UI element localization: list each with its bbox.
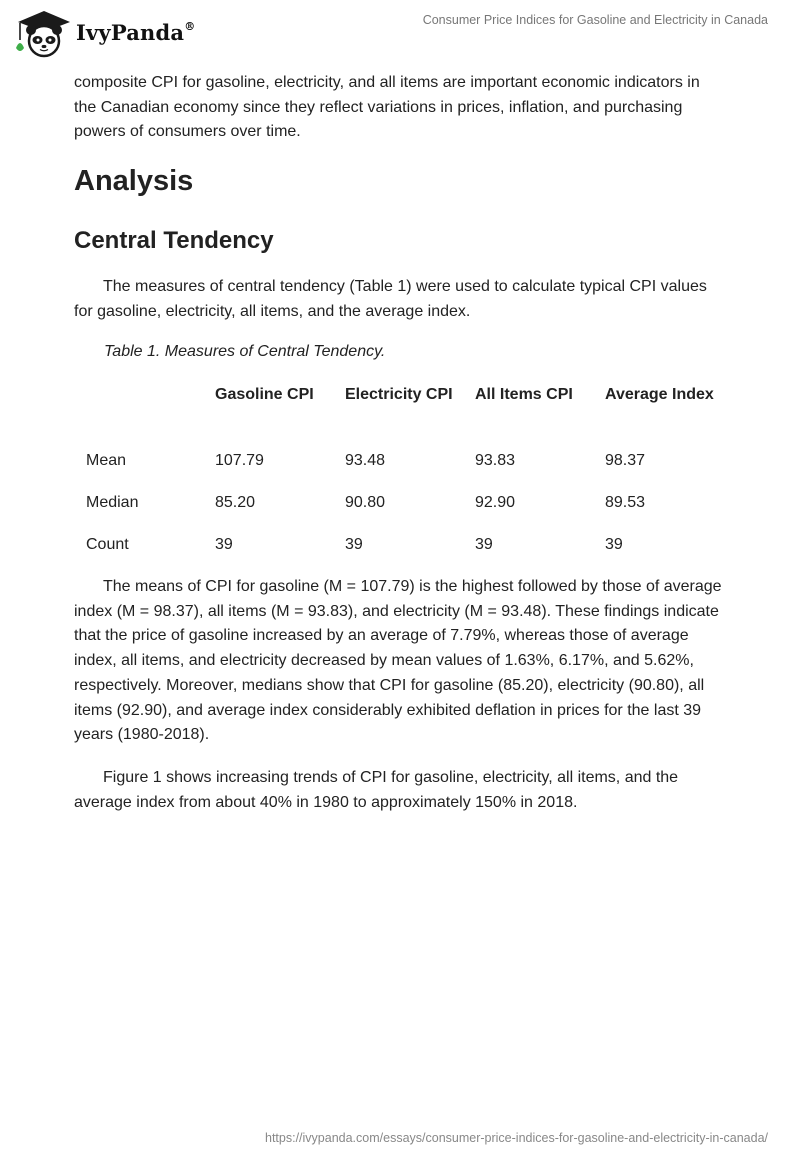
table-cell: 107.79 [215,452,264,469]
table-header-cell [74,383,215,449]
paragraph-central-tendency: The measures of central tendency (Table 1) were used to calculate typical CPI values for gasoline, electricity, all items, and the average index. [74,278,707,320]
table-cell: 39 [345,536,363,553]
document-title: Consumer Price Indices for Gasoline and Electricity in Canada [422,13,768,27]
table-cell: Median [86,494,139,511]
table-header-cell: Average Index [605,386,714,403]
table-header-row [74,383,715,449]
source-url-link[interactable]: https://ivypanda.com/essays/consumer-price-indices-for-gasoline-and-electricity-in-canada/ [265,1131,768,1145]
paragraph-figure-reference: Figure 1 shows increasing trends of CPI for gasoline, electricity, all items, and the average index from about 40% in 1980 to approximately 150% in 2018. [74,769,679,811]
central-tendency-table [74,383,715,575]
ivypanda-logo-icon [14,8,74,60]
paragraph-means-findings: The means of CPI for gasoline (M = 107.79) is the highest followed by those of average index (M = 98.37), all items (M = 93.83), and electricity (M = 93.48). These findings indicate that the price of gasoline increased by an average of 7.79%, whereas those of average index, all items, and electricity decreased by mean values of 1.63%, 6.17%, and 5.62%, respectively. Moreover, medians show that CPI for gasoline (85.20), electricity (90.80), all items (92.90), and average index considerably exhibited deflation in prices for the last 39 years (1980-2018). [74,578,722,744]
table-caption: Table 1. Measures of Central Tendency. [104,343,386,360]
table-header-cell: Electricity CPI [345,386,453,403]
table-cell: 39 [605,536,623,553]
table-cell: 39 [215,536,233,553]
table-header-cell: All Items CPI [475,386,573,403]
page-header [0,0,800,70]
table-cell: 98.37 [605,452,646,469]
heading-analysis: Analysis [74,165,194,197]
intro-paragraph: composite CPI for gasoline, electricity, and all items are important economic indicators in the Canadian economy since they reflect variations in prices, inflation, and purchasing powers of consumers over time. [74,74,700,141]
table-cell: 39 [475,536,493,553]
table-cell: 85.20 [215,494,256,511]
table-cell: 93.48 [345,452,386,469]
table-cell: 89.53 [605,494,646,511]
table-row [74,449,715,491]
ivypanda-logo[interactable] [14,8,194,60]
table-row [74,491,715,533]
logo-wordmark: IvyPanda® [76,20,196,45]
table-row [74,533,715,575]
heading-central-tendency: Central Tendency [74,227,274,254]
table-cell: Count [86,536,129,553]
table-cell: 93.83 [475,452,516,469]
essay-content [74,70,724,811]
table-cell: Mean [86,452,127,469]
table-cell: 90.80 [345,494,386,511]
table-header-cell: Gasoline CPI [215,386,314,403]
table-cell: 92.90 [475,494,516,511]
